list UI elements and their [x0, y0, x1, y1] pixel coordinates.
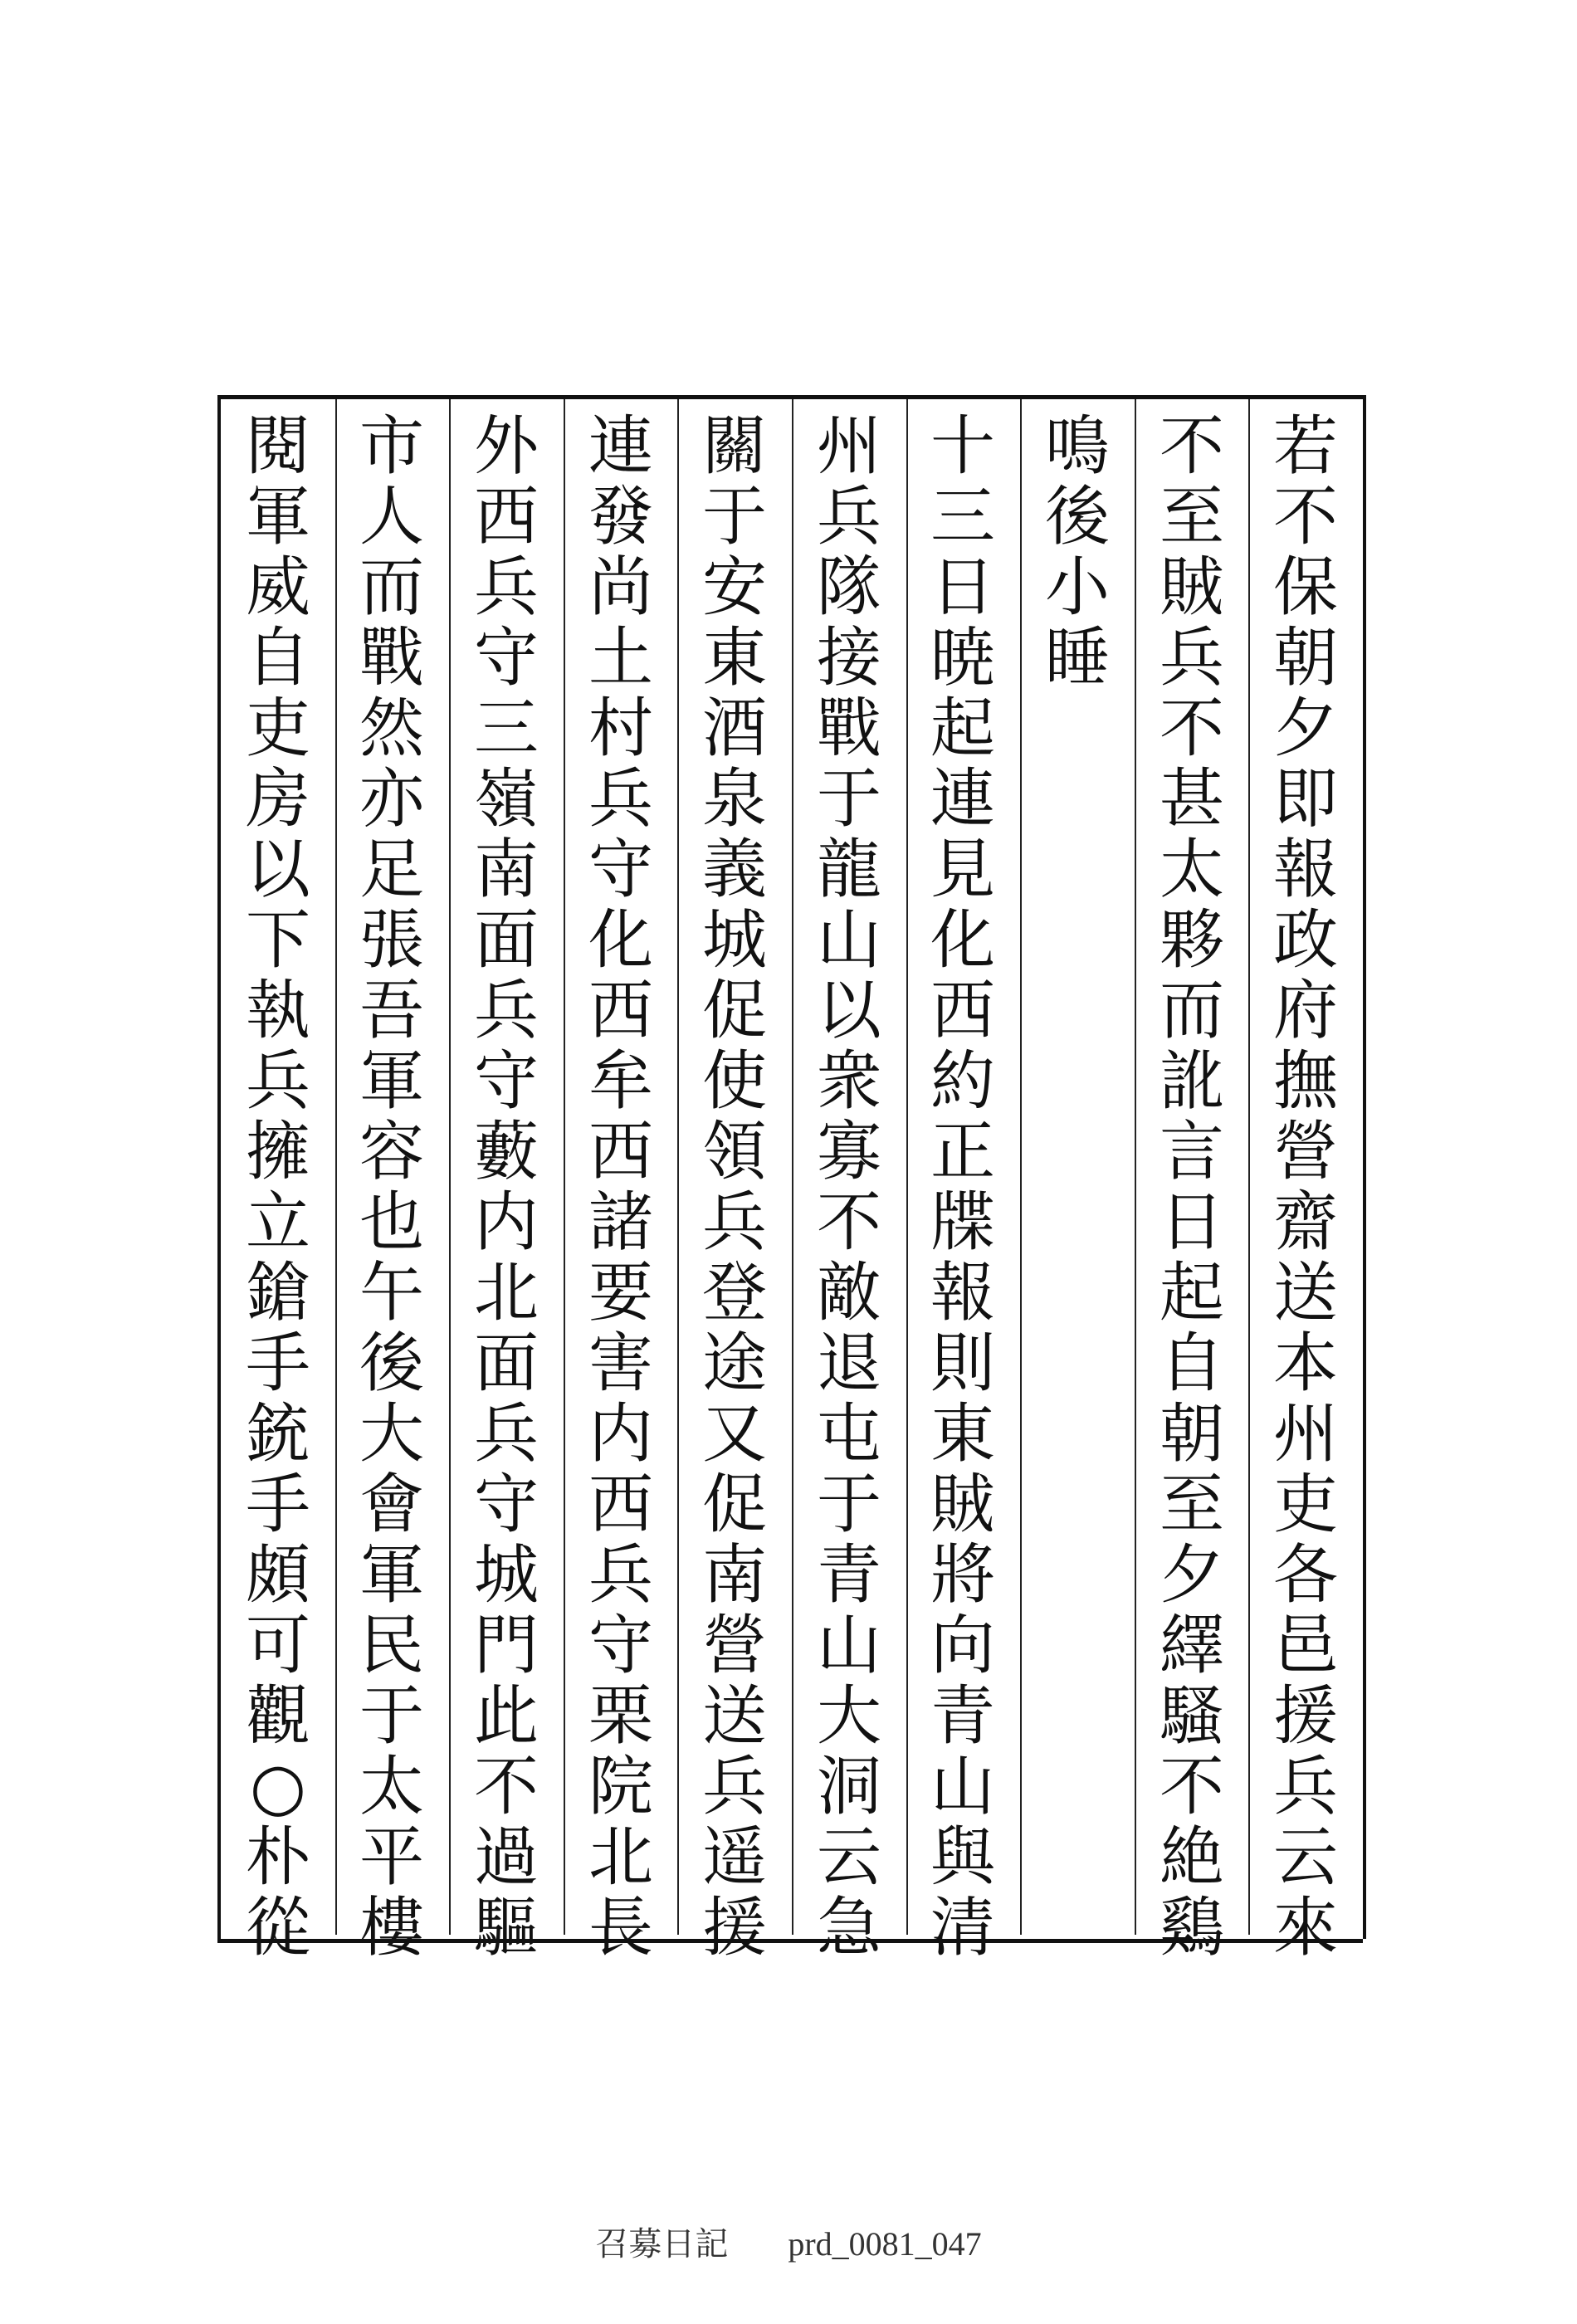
text-column [572, 409, 670, 1965]
glyph: 後 [359, 1326, 424, 1401]
glyph: 義 [701, 832, 767, 907]
glyph: 山 [930, 1750, 995, 1824]
glyph: 龍 [816, 832, 881, 907]
glyph: 藪 [473, 1115, 539, 1189]
glyph: 起 [1159, 1256, 1224, 1330]
glyph: 土 [588, 621, 653, 696]
glyph: 守 [473, 1044, 539, 1119]
glyph: 後 [1044, 480, 1110, 554]
glyph: 向 [930, 1609, 995, 1683]
glyph: 西 [588, 974, 653, 1048]
glyph: 西 [588, 1115, 653, 1189]
glyph: 以 [245, 832, 310, 907]
glyph: 關 [701, 409, 767, 484]
glyph: 軍 [359, 1044, 424, 1119]
glyph: 則 [930, 1326, 995, 1401]
glyph: 然 [359, 691, 424, 766]
column-rule [449, 399, 451, 1935]
column-rule [1248, 399, 1250, 1935]
glyph: 援 [701, 1891, 767, 1965]
glyph: 足 [359, 832, 424, 907]
glyph: 賊 [1159, 550, 1224, 625]
glyph: 報 [930, 1256, 995, 1330]
glyph: 鳴 [1044, 409, 1110, 484]
glyph: 促 [701, 974, 767, 1048]
glyph: 南 [473, 832, 539, 907]
footer-title: 召募日記 [595, 2225, 729, 2263]
glyph: 至 [1159, 1467, 1224, 1542]
glyph: 衆 [816, 1044, 881, 1119]
glyph: 房 [245, 762, 310, 837]
glyph: 門 [473, 1609, 539, 1683]
glyph: 接 [816, 621, 881, 696]
glyph: 吏 [245, 691, 310, 766]
glyph: 泉 [701, 762, 767, 837]
glyph: 兵 [588, 1538, 653, 1613]
glyph: 擁 [245, 1115, 310, 1189]
column-rule [792, 399, 793, 1935]
glyph: 人 [359, 480, 424, 554]
glyph: 青 [816, 1538, 881, 1613]
glyph: 諸 [588, 1185, 653, 1260]
glyph: 觀 [245, 1679, 310, 1754]
glyph: 將 [930, 1538, 995, 1613]
glyph: 西 [588, 1467, 653, 1542]
glyph: 太 [359, 1750, 424, 1824]
glyph: 退 [816, 1326, 881, 1401]
glyph: 兵 [588, 762, 653, 837]
glyph: 西 [473, 480, 539, 554]
glyph: 院 [588, 1750, 653, 1824]
column-rule [1135, 399, 1136, 1935]
glyph: 撫 [1272, 1044, 1338, 1119]
glyph: 守 [588, 832, 653, 907]
glyph: 寡 [816, 1115, 881, 1189]
glyph: 西 [930, 974, 995, 1048]
glyph: 自 [1159, 1326, 1224, 1401]
glyph: 東 [930, 1397, 995, 1472]
glyph: 以 [816, 974, 881, 1048]
glyph: 繹 [1159, 1609, 1224, 1683]
glyph: 連 [930, 762, 995, 837]
glyph: 使 [701, 1044, 767, 1119]
glyph: 朝 [1272, 621, 1338, 696]
glyph: 尚 [588, 550, 653, 625]
glyph: 急 [816, 1891, 881, 1965]
glyph: 北 [588, 1820, 653, 1895]
glyph: 守 [473, 1467, 539, 1542]
footer-page-id: prd_0081_047 [788, 2225, 982, 2263]
text-column [457, 409, 555, 1965]
glyph: 民 [359, 1609, 424, 1683]
glyph: 太 [1159, 832, 1224, 907]
glyph: 化 [588, 903, 653, 978]
text-column [800, 409, 898, 1965]
glyph: 睡 [1044, 621, 1110, 696]
glyph: 兵 [245, 1044, 310, 1119]
glyph: 從 [245, 1891, 310, 1965]
glyph: 兵 [1272, 1750, 1338, 1824]
glyph: 吾 [359, 974, 424, 1048]
glyph: 清 [930, 1891, 995, 1965]
glyph: 營 [701, 1609, 767, 1683]
page-footer [0, 2218, 1577, 2265]
glyph: 見 [930, 832, 995, 907]
glyph: 夕 [1272, 691, 1338, 766]
glyph: 容 [359, 1115, 424, 1189]
text-column [1028, 409, 1126, 1931]
glyph: 政 [1272, 903, 1338, 978]
glyph: 即 [1272, 762, 1338, 837]
glyph: 不 [1159, 1750, 1224, 1824]
glyph: 鎗 [245, 1256, 310, 1330]
glyph: 朝 [1159, 1397, 1224, 1472]
glyph: 領 [701, 1115, 767, 1189]
glyph: 與 [930, 1820, 995, 1895]
glyph: 府 [1272, 974, 1338, 1048]
glyph: 而 [1159, 974, 1224, 1048]
glyph: 牟 [588, 1044, 653, 1119]
column-rule [1020, 399, 1022, 1935]
glyph: 各 [1272, 1538, 1338, 1613]
glyph: 報 [1272, 832, 1338, 907]
glyph: 屯 [816, 1397, 881, 1472]
glyph: 軍 [359, 1538, 424, 1613]
glyph: 戰 [359, 621, 424, 696]
glyph: 銃 [245, 1397, 310, 1472]
text-column [1257, 409, 1355, 1965]
glyph: 栗 [588, 1679, 653, 1754]
column-rule [564, 399, 565, 1935]
glyph: 不 [473, 1750, 539, 1824]
glyph: 送 [1272, 1256, 1338, 1330]
glyph: 張 [359, 903, 424, 978]
glyph: 不 [1159, 691, 1224, 766]
glyph: 守 [473, 621, 539, 696]
column-rule [906, 399, 908, 1935]
glyph: 北 [473, 1256, 539, 1330]
glyph: 害 [588, 1326, 653, 1401]
glyph: 夕 [1159, 1538, 1224, 1613]
glyph: 市 [359, 409, 424, 484]
glyph: 三 [930, 480, 995, 554]
glyph: 洞 [816, 1750, 881, 1824]
glyph: 手 [245, 1326, 310, 1401]
glyph: 兵 [816, 480, 881, 554]
glyph: 過 [473, 1820, 539, 1895]
glyph: 兵 [701, 1185, 767, 1260]
glyph: 于 [701, 480, 767, 554]
glyph: 威 [245, 550, 310, 625]
glyph: 三 [473, 691, 539, 766]
glyph: 内 [473, 1185, 539, 1260]
glyph: 夥 [1159, 903, 1224, 978]
glyph: 酒 [701, 691, 767, 766]
glyph: 賊 [930, 1467, 995, 1542]
glyph: 鷄 [1159, 1891, 1224, 1965]
glyph: 絶 [1159, 1820, 1224, 1895]
glyph: 此 [473, 1679, 539, 1754]
glyph: 州 [1272, 1397, 1338, 1472]
glyph: 頗 [245, 1538, 310, 1613]
glyph: 立 [245, 1185, 310, 1260]
glyph: 保 [1272, 550, 1338, 625]
glyph: 面 [473, 903, 539, 978]
glyph: 援 [1272, 1679, 1338, 1754]
glyph: 東 [701, 621, 767, 696]
glyph: 又 [701, 1397, 767, 1472]
glyph: 午 [359, 1256, 424, 1330]
glyph: 戰 [816, 691, 881, 766]
glyph: 登 [701, 1256, 767, 1330]
glyph: 山 [816, 903, 881, 978]
glyph: 兵 [473, 974, 539, 1048]
glyph: 會 [359, 1467, 424, 1542]
glyph: 城 [473, 1538, 539, 1613]
column-rule [677, 399, 679, 1935]
glyph: 牒 [930, 1185, 995, 1260]
glyph: 平 [359, 1820, 424, 1895]
glyph: 促 [701, 1467, 767, 1542]
text-column [686, 409, 784, 1965]
glyph: 兵 [473, 1397, 539, 1472]
glyph: 州 [816, 409, 881, 484]
glyph: 連 [588, 409, 653, 484]
glyph: 甚 [1159, 762, 1224, 837]
glyph: 吏 [1272, 1467, 1338, 1542]
glyph: 亦 [359, 762, 424, 837]
glyph: 外 [473, 409, 539, 484]
glyph: 發 [588, 480, 653, 554]
glyph: 要 [588, 1256, 653, 1330]
glyph: 日 [930, 550, 995, 625]
glyph: 驅 [473, 1891, 539, 1965]
glyph: 小 [1044, 550, 1110, 625]
glyph: 青 [930, 1679, 995, 1754]
glyph: 自 [245, 621, 310, 696]
glyph: 兵 [701, 1750, 767, 1824]
glyph: 安 [701, 550, 767, 625]
glyph: 化 [930, 903, 995, 978]
glyph: 不 [1272, 480, 1338, 554]
glyph: 南 [701, 1538, 767, 1613]
glyph: 若 [1272, 409, 1338, 484]
glyph: 云 [816, 1820, 881, 1895]
glyph: 朴 [245, 1820, 310, 1895]
glyph: 日 [1159, 1185, 1224, 1260]
glyph: 云 [1272, 1820, 1338, 1895]
glyph: ○ [249, 1750, 307, 1824]
glyph: 兵 [1159, 621, 1224, 696]
glyph: 遥 [701, 1820, 767, 1895]
glyph: 也 [359, 1185, 424, 1260]
glyph: 閱 [245, 409, 310, 484]
glyph: 内 [588, 1397, 653, 1472]
glyph: 山 [816, 1609, 881, 1683]
glyph: 起 [930, 691, 995, 766]
glyph: 長 [588, 1891, 653, 1965]
text-column [343, 409, 441, 1965]
glyph: 于 [816, 762, 881, 837]
glyph: 村 [588, 691, 653, 766]
glyph: 于 [816, 1467, 881, 1542]
glyph: 城 [701, 903, 767, 978]
glyph: 而 [359, 550, 424, 625]
text-column [914, 409, 1012, 1965]
glyph: 訛 [1159, 1044, 1224, 1119]
glyph: 軍 [245, 480, 310, 554]
glyph: 于 [359, 1679, 424, 1754]
glyph: 正 [930, 1115, 995, 1189]
glyph: 至 [1159, 480, 1224, 554]
glyph: 樓 [359, 1891, 424, 1965]
glyph: 面 [473, 1326, 539, 1401]
glyph: 送 [701, 1679, 767, 1754]
glyph: 來 [1272, 1891, 1338, 1965]
right-border-rule [1363, 395, 1366, 1939]
glyph: 手 [245, 1467, 310, 1542]
glyph: 守 [588, 1609, 653, 1683]
glyph: 下 [245, 903, 310, 978]
left-border-rule [217, 395, 221, 1939]
glyph: 言 [1159, 1115, 1224, 1189]
glyph: 營 [1272, 1115, 1338, 1189]
glyph: 嶺 [473, 762, 539, 837]
glyph: 兵 [473, 550, 539, 625]
glyph: 大 [359, 1397, 424, 1472]
glyph: 十 [930, 409, 995, 484]
glyph: 騷 [1159, 1679, 1224, 1754]
glyph: 齋 [1272, 1185, 1338, 1260]
glyph: 敵 [816, 1256, 881, 1330]
glyph: 約 [930, 1044, 995, 1119]
glyph: 執 [245, 974, 310, 1048]
glyph: 不 [1159, 409, 1224, 484]
column-rule [335, 399, 337, 1935]
glyph: 邑 [1272, 1609, 1338, 1683]
glyph: 可 [245, 1609, 310, 1683]
glyph: 隊 [816, 550, 881, 625]
glyph: 不 [816, 1185, 881, 1260]
text-column [229, 409, 327, 1965]
glyph: 本 [1272, 1326, 1338, 1401]
glyph: 暁 [930, 621, 995, 696]
glyph: 途 [701, 1326, 767, 1401]
text-column [1143, 409, 1241, 1965]
glyph: 大 [816, 1679, 881, 1754]
